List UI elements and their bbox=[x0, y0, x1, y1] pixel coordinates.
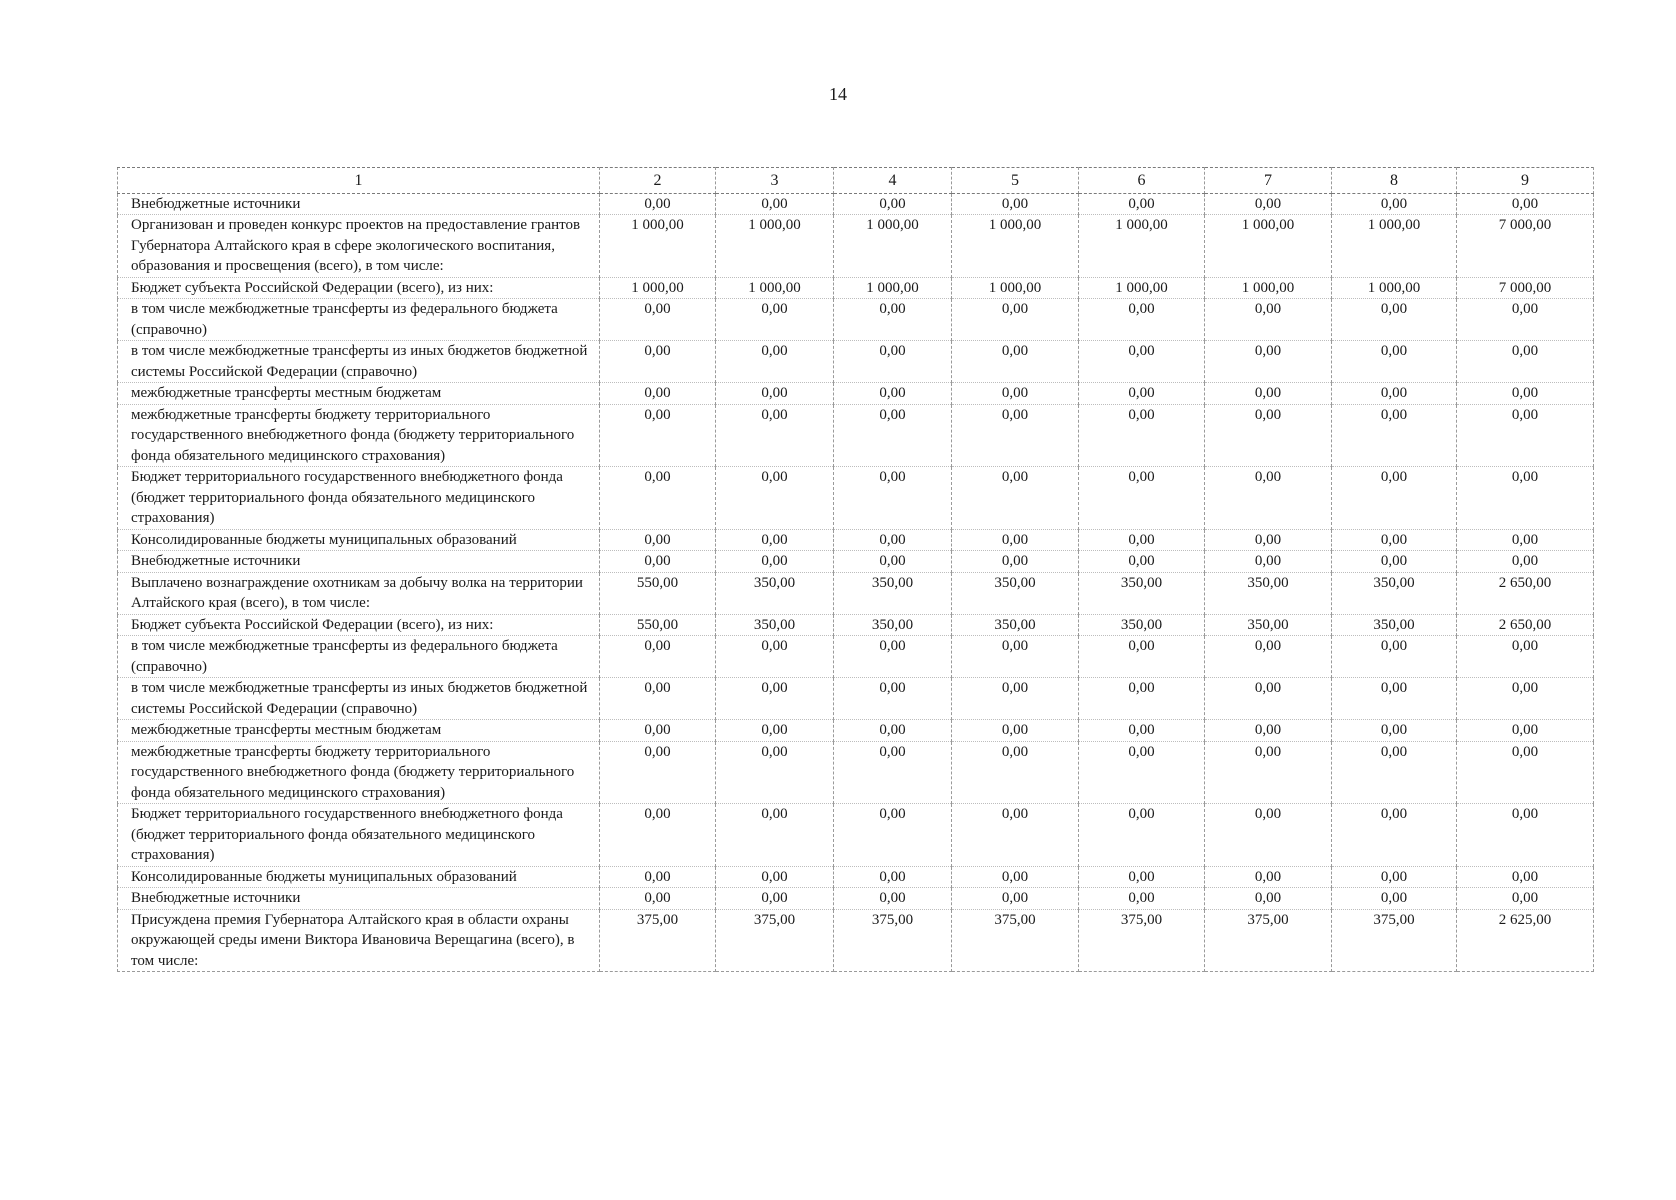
value-cell: 1 000,00 bbox=[1079, 277, 1205, 299]
value-cell: 0,00 bbox=[600, 804, 716, 867]
value-cell: 0,00 bbox=[716, 193, 834, 215]
value-cell: 0,00 bbox=[952, 678, 1079, 720]
value-cell: 0,00 bbox=[952, 383, 1079, 405]
value-cell: 350,00 bbox=[716, 572, 834, 614]
value-cell: 0,00 bbox=[1332, 888, 1457, 910]
value-cell: 0,00 bbox=[600, 467, 716, 530]
value-cell: 0,00 bbox=[1332, 193, 1457, 215]
value-cell: 0,00 bbox=[1205, 866, 1332, 888]
value-cell: 350,00 bbox=[1332, 614, 1457, 636]
value-cell: 0,00 bbox=[1457, 866, 1594, 888]
value-cell: 375,00 bbox=[1079, 909, 1205, 972]
value-cell: 0,00 bbox=[1205, 678, 1332, 720]
value-cell: 0,00 bbox=[600, 678, 716, 720]
value-cell: 0,00 bbox=[600, 866, 716, 888]
value-cell: 0,00 bbox=[834, 299, 952, 341]
value-cell: 0,00 bbox=[1079, 888, 1205, 910]
column-header: 3 bbox=[716, 168, 834, 194]
table-row bbox=[118, 215, 1594, 278]
value-cell: 0,00 bbox=[952, 404, 1079, 467]
value-cell: 0,00 bbox=[834, 866, 952, 888]
row-label: межбюджетные трансферты бюджету территориального государственного внебюджетного фонда (бюджету территориального фонда обязательного медицинского страхования) bbox=[118, 741, 600, 804]
value-cell: 1 000,00 bbox=[716, 277, 834, 299]
table-row bbox=[118, 383, 1594, 405]
value-cell: 0,00 bbox=[600, 341, 716, 383]
value-cell: 0,00 bbox=[1457, 804, 1594, 867]
value-cell: 0,00 bbox=[952, 741, 1079, 804]
value-cell: 0,00 bbox=[834, 467, 952, 530]
page-number: 14 bbox=[829, 84, 847, 104]
row-label: в том числе межбюджетные трансферты из федерального бюджета (справочно) bbox=[118, 636, 600, 678]
value-cell: 0,00 bbox=[1332, 341, 1457, 383]
value-cell: 550,00 bbox=[600, 614, 716, 636]
value-cell: 0,00 bbox=[952, 888, 1079, 910]
value-cell: 0,00 bbox=[716, 404, 834, 467]
column-header: 9 bbox=[1457, 168, 1594, 194]
value-cell: 0,00 bbox=[952, 193, 1079, 215]
value-cell: 0,00 bbox=[1205, 888, 1332, 910]
value-cell: 0,00 bbox=[1205, 804, 1332, 867]
value-cell: 0,00 bbox=[834, 804, 952, 867]
row-label: Внебюджетные источники bbox=[118, 551, 600, 573]
value-cell: 0,00 bbox=[1205, 299, 1332, 341]
row-label: Присуждена премия Губернатора Алтайского края в области охраны окружающей среды имени Виктора Ивановича Верещагина (всего), в том числе: bbox=[118, 909, 600, 972]
value-cell: 0,00 bbox=[834, 678, 952, 720]
row-label: Консолидированные бюджеты муниципальных образований bbox=[118, 529, 600, 551]
value-cell: 0,00 bbox=[1079, 741, 1205, 804]
value-cell: 0,00 bbox=[600, 299, 716, 341]
value-cell: 0,00 bbox=[1332, 678, 1457, 720]
value-cell: 0,00 bbox=[716, 636, 834, 678]
value-cell: 0,00 bbox=[1457, 888, 1594, 910]
value-cell: 1 000,00 bbox=[1205, 277, 1332, 299]
value-cell: 0,00 bbox=[716, 467, 834, 530]
value-cell: 0,00 bbox=[952, 866, 1079, 888]
value-cell: 350,00 bbox=[1079, 572, 1205, 614]
value-cell: 0,00 bbox=[600, 636, 716, 678]
value-cell: 1 000,00 bbox=[834, 277, 952, 299]
value-cell: 0,00 bbox=[1457, 720, 1594, 742]
value-cell: 0,00 bbox=[1332, 551, 1457, 573]
table-row bbox=[118, 866, 1594, 888]
value-cell: 1 000,00 bbox=[600, 277, 716, 299]
value-cell: 0,00 bbox=[600, 404, 716, 467]
value-cell: 0,00 bbox=[1205, 720, 1332, 742]
value-cell: 0,00 bbox=[1332, 636, 1457, 678]
table-row bbox=[118, 741, 1594, 804]
table-row bbox=[118, 299, 1594, 341]
value-cell: 0,00 bbox=[1079, 636, 1205, 678]
value-cell: 1 000,00 bbox=[834, 215, 952, 278]
value-cell: 0,00 bbox=[1332, 866, 1457, 888]
row-label: межбюджетные трансферты местным бюджетам bbox=[118, 720, 600, 742]
row-label: межбюджетные трансферты местным бюджетам bbox=[118, 383, 600, 405]
column-header: 2 bbox=[600, 168, 716, 194]
value-cell: 0,00 bbox=[1332, 804, 1457, 867]
value-cell: 1 000,00 bbox=[1332, 277, 1457, 299]
table-row bbox=[118, 720, 1594, 742]
value-cell: 0,00 bbox=[952, 804, 1079, 867]
value-cell: 2 625,00 bbox=[1457, 909, 1594, 972]
value-cell: 0,00 bbox=[716, 529, 834, 551]
value-cell: 0,00 bbox=[952, 636, 1079, 678]
value-cell: 0,00 bbox=[1079, 193, 1205, 215]
table-row bbox=[118, 467, 1594, 530]
row-label: в том числе межбюджетные трансферты из федерального бюджета (справочно) bbox=[118, 299, 600, 341]
value-cell: 1 000,00 bbox=[952, 215, 1079, 278]
value-cell: 0,00 bbox=[1457, 467, 1594, 530]
row-label: Внебюджетные источники bbox=[118, 193, 600, 215]
value-cell: 0,00 bbox=[1079, 467, 1205, 530]
value-cell: 0,00 bbox=[1457, 636, 1594, 678]
value-cell: 1 000,00 bbox=[1205, 215, 1332, 278]
value-cell: 0,00 bbox=[1457, 404, 1594, 467]
row-label: межбюджетные трансферты бюджету территориального государственного внебюджетного фонда (бюджету территориального фонда обязательного медицинского страхования) bbox=[118, 404, 600, 467]
value-cell: 0,00 bbox=[716, 720, 834, 742]
value-cell: 350,00 bbox=[834, 614, 952, 636]
table-row bbox=[118, 529, 1594, 551]
value-cell: 1 000,00 bbox=[716, 215, 834, 278]
value-cell: 350,00 bbox=[1205, 614, 1332, 636]
value-cell: 0,00 bbox=[952, 341, 1079, 383]
value-cell: 0,00 bbox=[834, 741, 952, 804]
value-cell: 0,00 bbox=[834, 636, 952, 678]
table-row bbox=[118, 551, 1594, 573]
table-row bbox=[118, 572, 1594, 614]
value-cell: 375,00 bbox=[1332, 909, 1457, 972]
value-cell: 0,00 bbox=[1079, 720, 1205, 742]
table-row bbox=[118, 804, 1594, 867]
value-cell: 0,00 bbox=[600, 720, 716, 742]
value-cell: 2 650,00 bbox=[1457, 572, 1594, 614]
value-cell: 0,00 bbox=[952, 467, 1079, 530]
value-cell: 0,00 bbox=[716, 741, 834, 804]
row-label: в том числе межбюджетные трансферты из иных бюджетов бюджетной системы Российской Федерации (справочно) bbox=[118, 341, 600, 383]
value-cell: 350,00 bbox=[834, 572, 952, 614]
value-cell: 0,00 bbox=[1205, 341, 1332, 383]
value-cell: 350,00 bbox=[952, 572, 1079, 614]
table-header-row bbox=[118, 168, 1594, 194]
value-cell: 0,00 bbox=[1205, 551, 1332, 573]
value-cell: 0,00 bbox=[834, 720, 952, 742]
value-cell: 2 650,00 bbox=[1457, 614, 1594, 636]
value-cell: 0,00 bbox=[952, 551, 1079, 573]
value-cell: 0,00 bbox=[1457, 299, 1594, 341]
value-cell: 0,00 bbox=[1079, 383, 1205, 405]
value-cell: 0,00 bbox=[1079, 341, 1205, 383]
table-row bbox=[118, 888, 1594, 910]
column-header: 6 bbox=[1079, 168, 1205, 194]
value-cell: 0,00 bbox=[834, 383, 952, 405]
value-cell: 0,00 bbox=[834, 193, 952, 215]
value-cell: 375,00 bbox=[952, 909, 1079, 972]
value-cell: 0,00 bbox=[1205, 636, 1332, 678]
value-cell: 0,00 bbox=[1457, 383, 1594, 405]
value-cell: 0,00 bbox=[716, 866, 834, 888]
table-row bbox=[118, 404, 1594, 467]
value-cell: 0,00 bbox=[1079, 551, 1205, 573]
value-cell: 0,00 bbox=[716, 383, 834, 405]
value-cell: 0,00 bbox=[600, 888, 716, 910]
value-cell: 550,00 bbox=[600, 572, 716, 614]
value-cell: 0,00 bbox=[1457, 678, 1594, 720]
value-cell: 0,00 bbox=[1079, 866, 1205, 888]
value-cell: 0,00 bbox=[1332, 404, 1457, 467]
table-row bbox=[118, 193, 1594, 215]
row-label: Внебюджетные источники bbox=[118, 888, 600, 910]
value-cell: 0,00 bbox=[1332, 529, 1457, 551]
table-row bbox=[118, 614, 1594, 636]
value-cell: 0,00 bbox=[1457, 741, 1594, 804]
column-header: 4 bbox=[834, 168, 952, 194]
value-cell: 0,00 bbox=[1079, 678, 1205, 720]
column-header: 1 bbox=[118, 168, 600, 194]
value-cell: 350,00 bbox=[1205, 572, 1332, 614]
value-cell: 0,00 bbox=[716, 551, 834, 573]
value-cell: 0,00 bbox=[834, 529, 952, 551]
value-cell: 375,00 bbox=[834, 909, 952, 972]
value-cell: 0,00 bbox=[1457, 341, 1594, 383]
value-cell: 0,00 bbox=[1457, 551, 1594, 573]
column-header: 8 bbox=[1332, 168, 1457, 194]
value-cell: 0,00 bbox=[1205, 529, 1332, 551]
value-cell: 0,00 bbox=[834, 888, 952, 910]
value-cell: 0,00 bbox=[716, 341, 834, 383]
value-cell: 0,00 bbox=[716, 888, 834, 910]
value-cell: 0,00 bbox=[834, 404, 952, 467]
value-cell: 0,00 bbox=[1332, 383, 1457, 405]
value-cell: 0,00 bbox=[1457, 193, 1594, 215]
value-cell: 350,00 bbox=[716, 614, 834, 636]
value-cell: 0,00 bbox=[600, 193, 716, 215]
value-cell: 1 000,00 bbox=[600, 215, 716, 278]
budget-table bbox=[117, 167, 1594, 972]
row-label: Консолидированные бюджеты муниципальных образований bbox=[118, 866, 600, 888]
value-cell: 1 000,00 bbox=[952, 277, 1079, 299]
value-cell: 0,00 bbox=[952, 299, 1079, 341]
value-cell: 1 000,00 bbox=[1079, 215, 1205, 278]
value-cell: 0,00 bbox=[1079, 299, 1205, 341]
value-cell: 0,00 bbox=[834, 551, 952, 573]
value-cell: 0,00 bbox=[952, 529, 1079, 551]
value-cell: 7 000,00 bbox=[1457, 215, 1594, 278]
table-row bbox=[118, 636, 1594, 678]
value-cell: 0,00 bbox=[1079, 404, 1205, 467]
value-cell: 0,00 bbox=[834, 341, 952, 383]
value-cell: 0,00 bbox=[600, 741, 716, 804]
table-row bbox=[118, 678, 1594, 720]
value-cell: 0,00 bbox=[1332, 467, 1457, 530]
table-row bbox=[118, 909, 1594, 972]
value-cell: 0,00 bbox=[716, 678, 834, 720]
row-label: Организован и проведен конкурс проектов на предоставление грантов Губернатора Алтайского края в сфере экологического воспитания, образования и просвещения (всего), в том числе: bbox=[118, 215, 600, 278]
value-cell: 0,00 bbox=[1205, 383, 1332, 405]
value-cell: 0,00 bbox=[1205, 467, 1332, 530]
value-cell: 0,00 bbox=[600, 551, 716, 573]
row-label: Бюджет субъекта Российской Федерации (всего), из них: bbox=[118, 277, 600, 299]
value-cell: 0,00 bbox=[1205, 741, 1332, 804]
value-cell: 0,00 bbox=[716, 804, 834, 867]
value-cell: 375,00 bbox=[600, 909, 716, 972]
value-cell: 375,00 bbox=[1205, 909, 1332, 972]
value-cell: 0,00 bbox=[716, 299, 834, 341]
value-cell: 350,00 bbox=[1332, 572, 1457, 614]
value-cell: 1 000,00 bbox=[1332, 215, 1457, 278]
value-cell: 0,00 bbox=[1332, 720, 1457, 742]
value-cell: 0,00 bbox=[1205, 193, 1332, 215]
row-label: в том числе межбюджетные трансферты из иных бюджетов бюджетной системы Российской Федерации (справочно) bbox=[118, 678, 600, 720]
table-row bbox=[118, 341, 1594, 383]
column-header: 5 bbox=[952, 168, 1079, 194]
value-cell: 0,00 bbox=[1332, 741, 1457, 804]
column-header: 7 bbox=[1205, 168, 1332, 194]
value-cell: 0,00 bbox=[1205, 404, 1332, 467]
row-label: Бюджет территориального государственного внебюджетного фонда (бюджет территориального фонда обязательного медицинского страхования) bbox=[118, 467, 600, 530]
value-cell: 350,00 bbox=[1079, 614, 1205, 636]
row-label: Выплачено вознаграждение охотникам за добычу волка на территории Алтайского края (всего), в том числе: bbox=[118, 572, 600, 614]
value-cell: 7 000,00 bbox=[1457, 277, 1594, 299]
row-label: Бюджет субъекта Российской Федерации (всего), из них: bbox=[118, 614, 600, 636]
table-row bbox=[118, 277, 1594, 299]
value-cell: 375,00 bbox=[716, 909, 834, 972]
row-label: Бюджет территориального государственного внебюджетного фонда (бюджет территориального фонда обязательного медицинского страхования) bbox=[118, 804, 600, 867]
value-cell: 0,00 bbox=[1079, 804, 1205, 867]
value-cell: 0,00 bbox=[952, 720, 1079, 742]
value-cell: 0,00 bbox=[1332, 299, 1457, 341]
value-cell: 0,00 bbox=[600, 383, 716, 405]
value-cell: 0,00 bbox=[600, 529, 716, 551]
value-cell: 0,00 bbox=[1079, 529, 1205, 551]
value-cell: 0,00 bbox=[1457, 529, 1594, 551]
value-cell: 350,00 bbox=[952, 614, 1079, 636]
